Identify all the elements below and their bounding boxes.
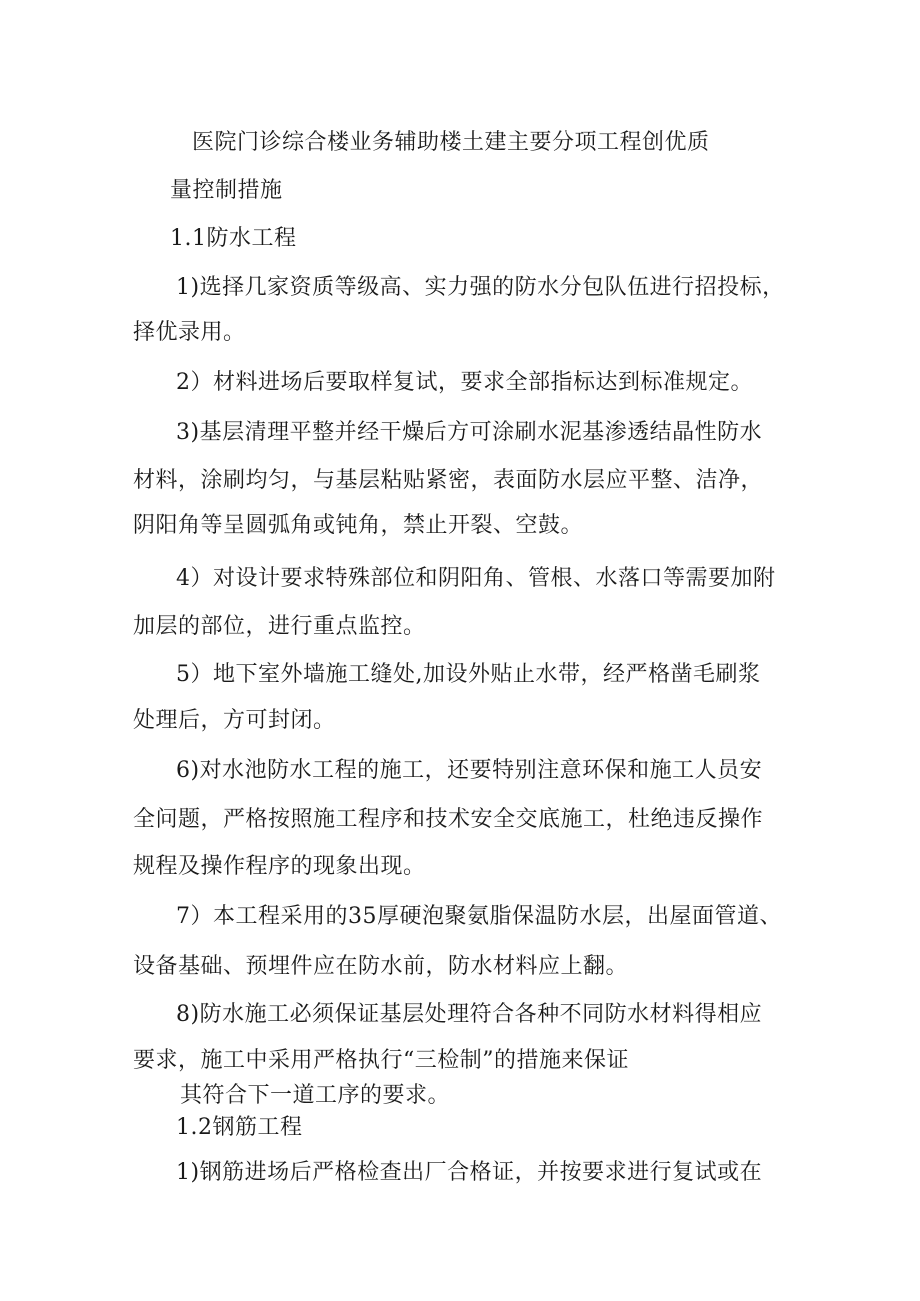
document-title-line-2: 量控制措施 [170, 178, 283, 203]
paragraph-line: 5）地下室外墙施工缝处,加设外贴止水带，经严格凿毛刷浆 [176, 662, 761, 687]
paragraph-line: 6)对水池防水工程的施工，还要特别注意环保和施工人员安 [176, 758, 763, 783]
paragraph-line: 要求，施工中采用严格执行“三检制”的措施来保证 [133, 1048, 629, 1073]
paragraph-line: 择优录用。 [133, 320, 246, 345]
paragraph-line: 2）材料进场后要取样复试，要求全部指标达到标准规定。 [176, 370, 753, 395]
paragraph-line: 材料，涂刷均匀，与基层粘贴紧密，表面防水层应平整、洁净， [133, 468, 764, 493]
paragraph-line: 全问题，严格按照施工程序和技术安全交底施工，杜绝违反操作 [133, 807, 764, 832]
paragraph-line: 7）本工程采用的35厚硬泡聚氨脂保温防水层，出屋面管道、 [176, 904, 782, 929]
document-title-line-1: 医院门诊综合楼业务辅助楼土建主要分项工程创优质 [192, 130, 710, 155]
paragraph-line: 阴阳角等呈圆弧角或钝角，禁止开裂、空鼓。 [133, 513, 584, 538]
paragraph-line: 处理后，方可封闭。 [133, 708, 336, 733]
paragraph-line: 4）对设计要求特殊部位和阴阳角、管根、水落口等需要加附 [176, 566, 776, 591]
paragraph-line: 规程及操作程序的现象出现。 [133, 854, 426, 879]
paragraph-line: 1)选择几家资质等级高、实力强的防水分包队伍进行招投标， [176, 275, 785, 300]
section-heading-waterproofing: 1.1防水工程 [170, 226, 297, 251]
section-heading-rebar: 1.2钢筋工程 [176, 1115, 303, 1140]
paragraph-line: 1)钢筋进场后严格检查出厂合格证，并按要求进行复试或在 [176, 1160, 763, 1185]
paragraph-line: 其符合下一道工序的要求。 [180, 1083, 451, 1108]
paragraph-line: 设备基础、预埋件应在防水前，防水材料应上翻。 [133, 954, 629, 979]
paragraph-line: 3)基层清理平整并经干燥后方可涂刷水泥基渗透结晶性防水 [176, 420, 763, 445]
paragraph-line: 加层的部位，进行重点监控。 [133, 614, 426, 639]
paragraph-line: 8)防水施工必须保证基层处理符合各种不同防水材料得相应 [176, 1002, 763, 1027]
